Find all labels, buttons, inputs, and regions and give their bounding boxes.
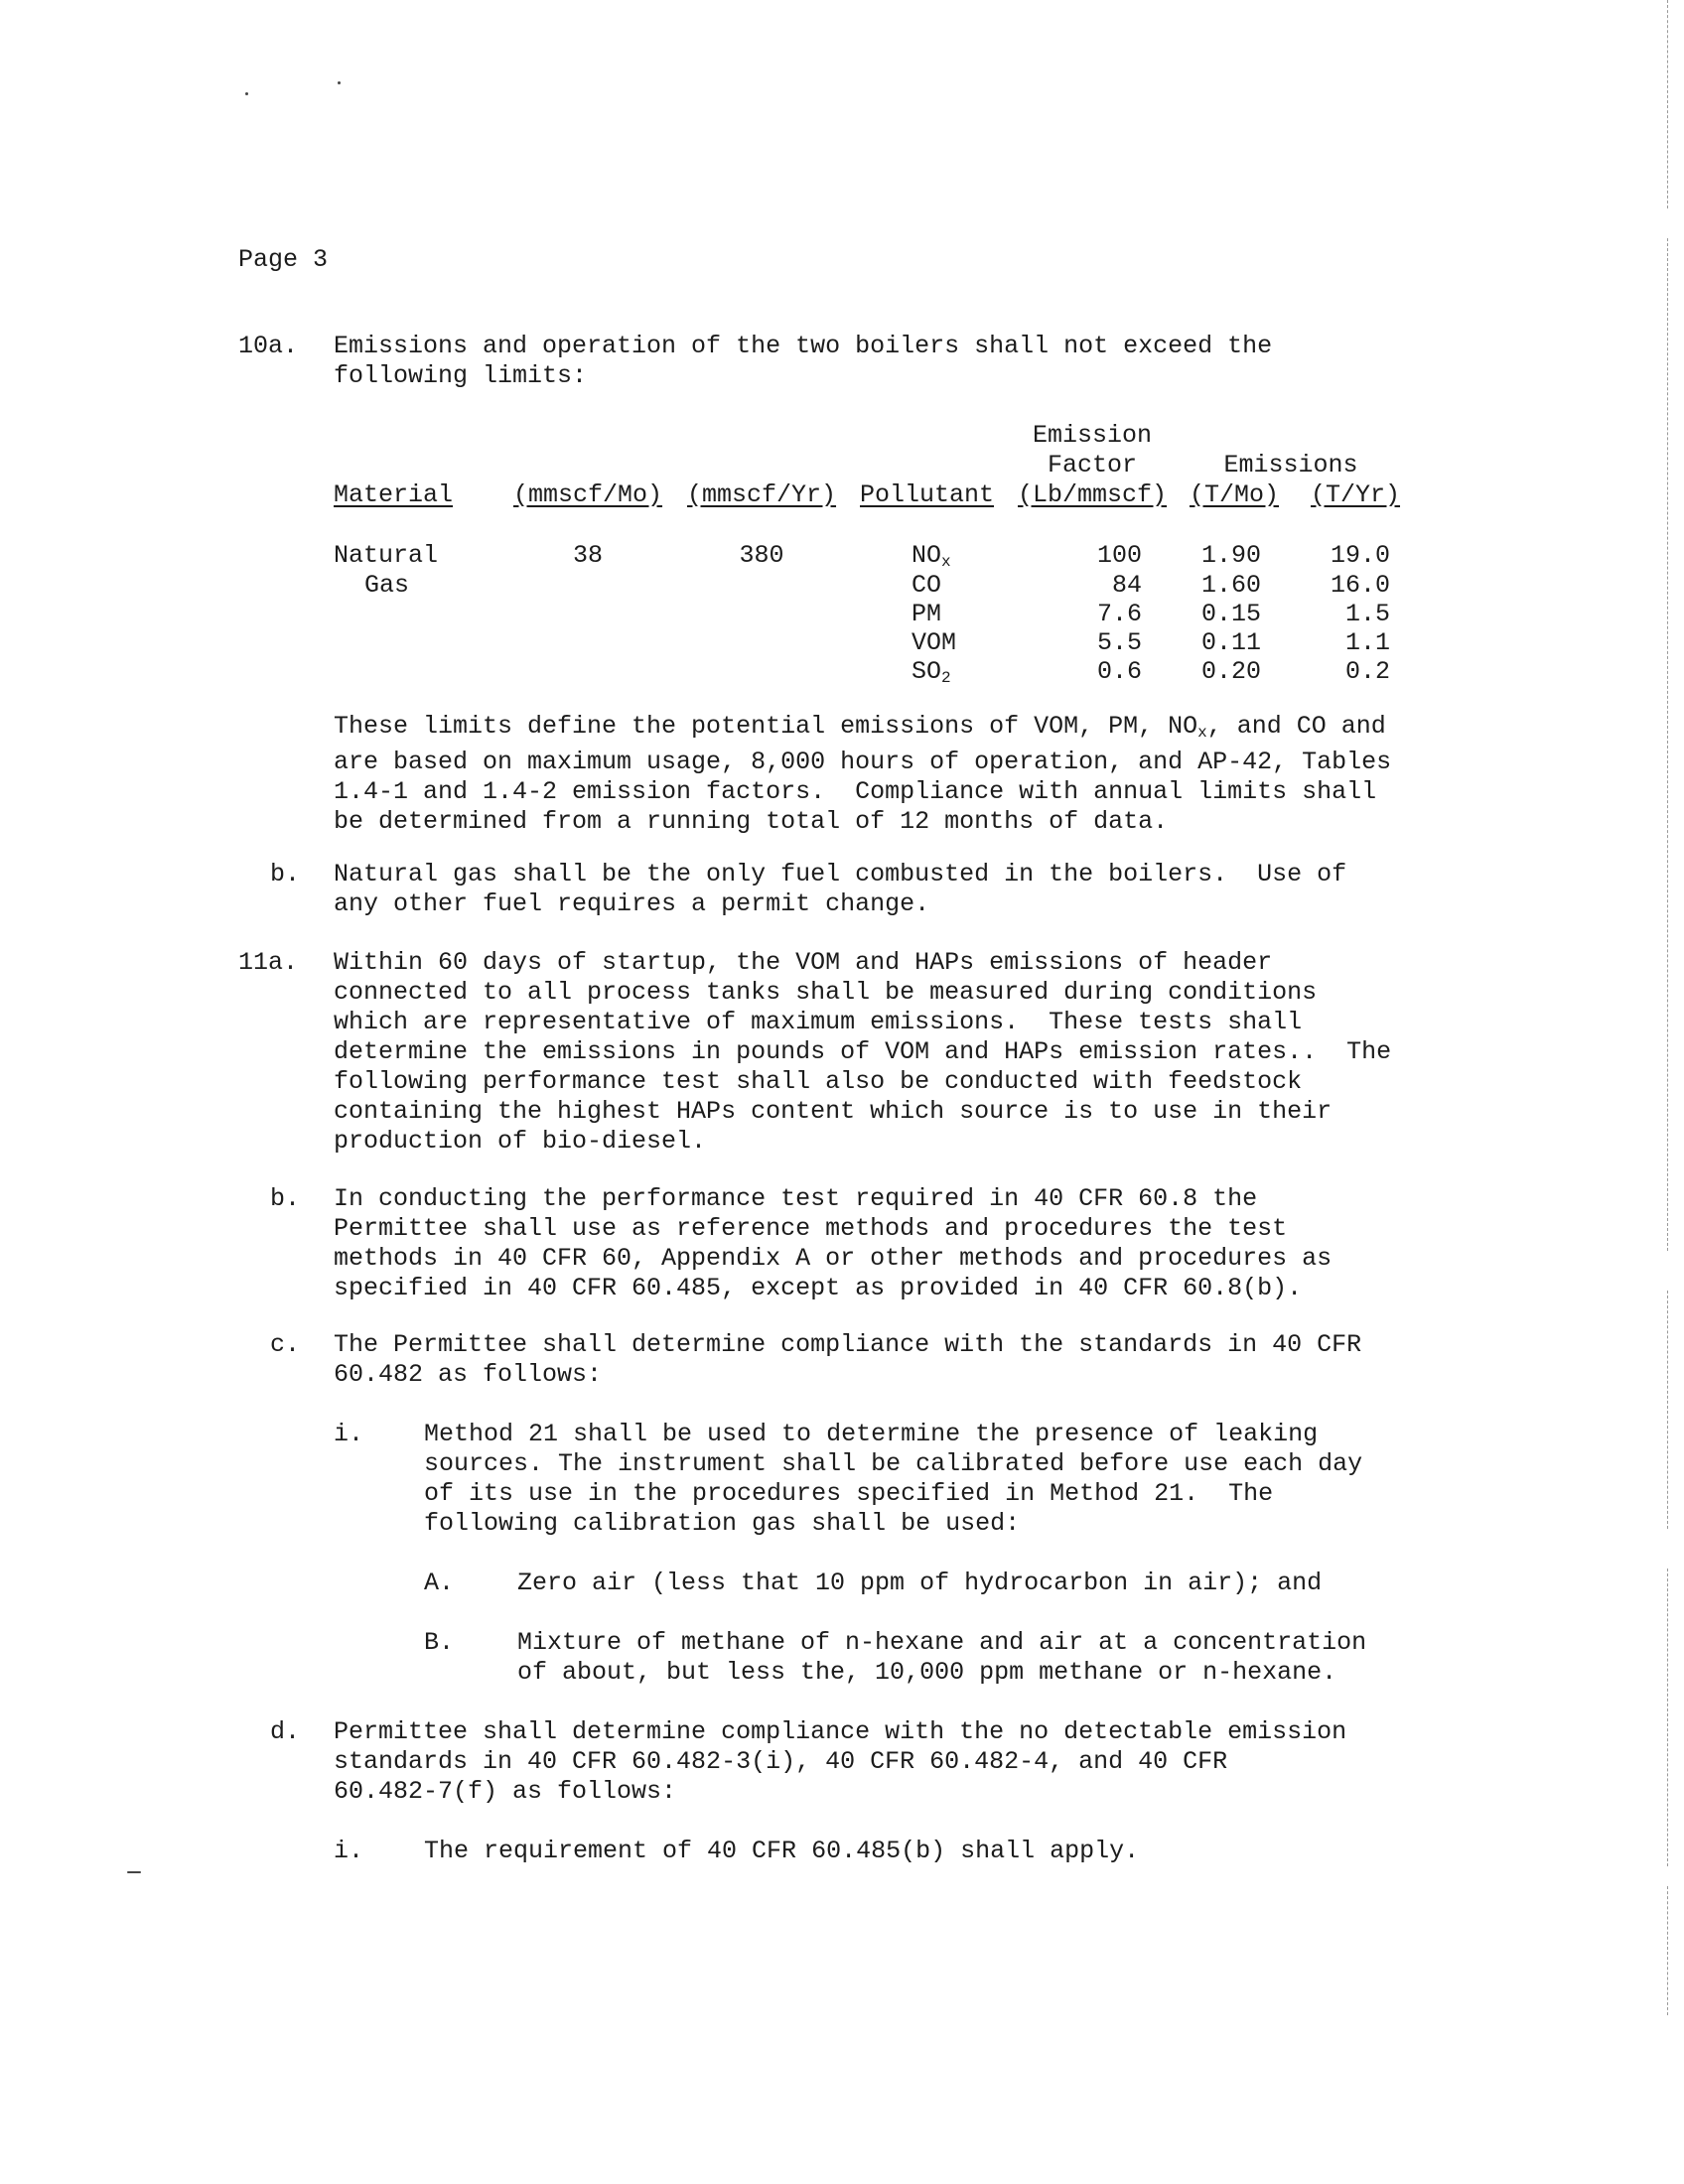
subscript: x: [1197, 724, 1207, 742]
header-emission-factor-units: (Lb/mmscf): [1018, 480, 1168, 509]
section-11c-i-b-text: [517, 1628, 1366, 1688]
text-run: These limits define the potential emissions of VOM, PM, NO: [334, 712, 1198, 741]
section-marker: A.: [424, 1569, 455, 1597]
text-line: 1.4-1 and 1.4-2 emission factors. Compliance with annual limits shall: [334, 777, 1377, 806]
material-cell: Gas: [364, 571, 410, 600]
text-line: of about, but less the, 10,000 ppm methane or n-hexane.: [517, 1658, 1337, 1687]
factor-cell: 84: [1111, 571, 1142, 600]
header-emissions-mo: (T/Mo): [1190, 480, 1280, 509]
text-line: Permittee shall determine compliance with the no detectable emission: [334, 1717, 1347, 1746]
section-10b-text: [334, 860, 1346, 919]
section-11a-text: [334, 948, 1391, 1157]
section-marker: 11a.: [238, 948, 299, 977]
header-emission-factor-line2: Factor: [1047, 451, 1137, 479]
text-line: are based on maximum usage, 8,000 hours of operation, and AP-42, Tables: [334, 748, 1392, 776]
section-11c-i-a-text: [517, 1569, 1322, 1598]
t-yr-cell: 1.5: [1344, 600, 1390, 628]
scan-speck: [127, 1871, 141, 1873]
text-line: production of bio-diesel.: [334, 1127, 707, 1156]
scan-edge-line: [1667, 238, 1668, 1251]
section-11b-text: [334, 1184, 1332, 1303]
scan-edge-line: [1667, 1291, 1668, 1529]
factor-cell: 100: [1096, 541, 1142, 570]
factor-cell: 5.5: [1096, 628, 1142, 657]
pollutant-cell: [912, 541, 951, 571]
t-mo-cell: 0.11: [1200, 628, 1261, 657]
t-yr-cell: 1.1: [1344, 628, 1390, 657]
text-line: standards in 40 CFR 60.482-3(i), 40 CFR 60.482-4, and 40 CFR: [334, 1747, 1228, 1776]
text-line: which are representative of maximum emissions. These tests shall: [334, 1008, 1303, 1036]
text-line: [334, 712, 1391, 748]
text-line: The requirement of 40 CFR 60.485(b) shall apply.: [424, 1837, 1140, 1865]
pollutant-subscript: x: [941, 553, 951, 571]
section-11c-i-text: [424, 1420, 1362, 1539]
header-material: Material: [334, 480, 454, 509]
text-line: 60.482 as follows:: [334, 1360, 603, 1389]
header-pollutant: Pollutant: [860, 480, 995, 509]
scan-edge-line: [1667, 1569, 1668, 1866]
text-line: sources. The instrument shall be calibrated before use each day: [424, 1449, 1363, 1478]
section-marker: c.: [270, 1330, 301, 1359]
pollutant-subscript: 2: [941, 669, 951, 687]
section-marker: d.: [270, 1717, 301, 1746]
header-emission-factor-line1: Emission: [1032, 421, 1153, 450]
text-line: following limits:: [334, 361, 588, 390]
section-marker: i.: [334, 1420, 364, 1448]
limits-note: [334, 712, 1391, 837]
t-mo-cell: 0.20: [1200, 657, 1261, 686]
text-line: Natural gas shall be the only fuel combusted in the boilers. Use of: [334, 860, 1347, 888]
text-line: Permittee shall use as reference methods and procedures the test: [334, 1214, 1288, 1243]
text-run: , and CO and: [1206, 712, 1386, 741]
t-mo-cell: 1.60: [1200, 571, 1261, 600]
section-11d-text: [334, 1717, 1346, 1807]
pollutant-name: VOM: [912, 628, 957, 657]
text-line: specified in 40 CFR 60.485, except as provided in 40 CFR 60.8(b).: [334, 1274, 1303, 1302]
usage-mo-cell: 38: [572, 541, 603, 570]
text-line: Zero air (less that 10 ppm of hydrocarbon in air); and: [517, 1569, 1323, 1597]
factor-cell: 7.6: [1096, 600, 1142, 628]
t-yr-cell: 19.0: [1330, 541, 1390, 570]
text-line: Method 21 shall be used to determine the presence of leaking: [424, 1420, 1319, 1448]
pollutant-name: SO: [912, 657, 942, 686]
text-line: In conducting the performance test required in 40 CFR 60.8 the: [334, 1184, 1258, 1213]
pollutant-cell: [912, 628, 956, 658]
factor-cell: 0.6: [1096, 657, 1142, 686]
scan-edge-line: [1667, 0, 1668, 208]
pollutant-name: PM: [912, 600, 942, 628]
pollutant-cell: [912, 571, 941, 601]
section-11c-text: [334, 1330, 1361, 1390]
scan-speck: [338, 81, 341, 84]
text-line: following performance test shall also be conducted with feedstock: [334, 1067, 1303, 1096]
section-marker: B.: [424, 1628, 455, 1657]
header-usage-yr: (mmscf/Yr): [687, 480, 837, 509]
pollutant-cell: [912, 657, 951, 687]
t-mo-cell: 1.90: [1200, 541, 1261, 570]
header-emissions: Emissions: [1223, 451, 1358, 479]
text-line: Emissions and operation of the two boilers shall not exceed the: [334, 332, 1273, 360]
text-line: connected to all process tanks shall be measured during conditions: [334, 978, 1318, 1007]
section-10a-text: [334, 332, 1272, 391]
section-marker: 10a.: [238, 332, 299, 360]
section-marker: b.: [270, 860, 301, 888]
t-mo-cell: 0.15: [1200, 600, 1261, 628]
t-yr-cell: 16.0: [1330, 571, 1390, 600]
text-line: of its use in the procedures specified in Method 21. The: [424, 1479, 1274, 1508]
text-line: be determined from a running total of 12 months of data.: [334, 807, 1169, 836]
scan-speck: [245, 92, 248, 95]
text-line: Mixture of methane of n-hexane and air at a concentration: [517, 1628, 1367, 1657]
section-marker: b.: [270, 1184, 301, 1213]
text-line: any other fuel requires a permit change.: [334, 889, 930, 918]
section-11d-i-text: [424, 1837, 1139, 1866]
material-cell: Natural: [334, 541, 439, 570]
pollutant-name: NO: [912, 541, 942, 570]
text-line: 60.482-7(f) as follows:: [334, 1777, 677, 1806]
text-line: determine the emissions in pounds of VOM and HAPs emission rates.. The: [334, 1037, 1392, 1066]
section-marker: i.: [334, 1837, 364, 1865]
page-label: Page 3: [238, 245, 329, 274]
pollutant-cell: [912, 600, 941, 629]
text-line: containing the highest HAPs content which source is to use in their: [334, 1097, 1333, 1126]
header-usage-mo: (mmscf/Mo): [513, 480, 663, 509]
text-line: The Permittee shall determine compliance with the standards in 40 CFR: [334, 1330, 1362, 1359]
scan-edge-line: [1667, 1886, 1668, 2015]
text-line: Within 60 days of startup, the VOM and HAPs emissions of header: [334, 948, 1273, 977]
usage-yr-cell: 380: [739, 541, 784, 570]
pollutant-name: CO: [912, 571, 942, 600]
header-emissions-yr: (T/Yr): [1311, 480, 1401, 509]
text-line: methods in 40 CFR 60, Appendix A or other methods and procedures as: [334, 1244, 1333, 1273]
t-yr-cell: 0.2: [1344, 657, 1390, 686]
text-line: following calibration gas shall be used:: [424, 1509, 1021, 1538]
